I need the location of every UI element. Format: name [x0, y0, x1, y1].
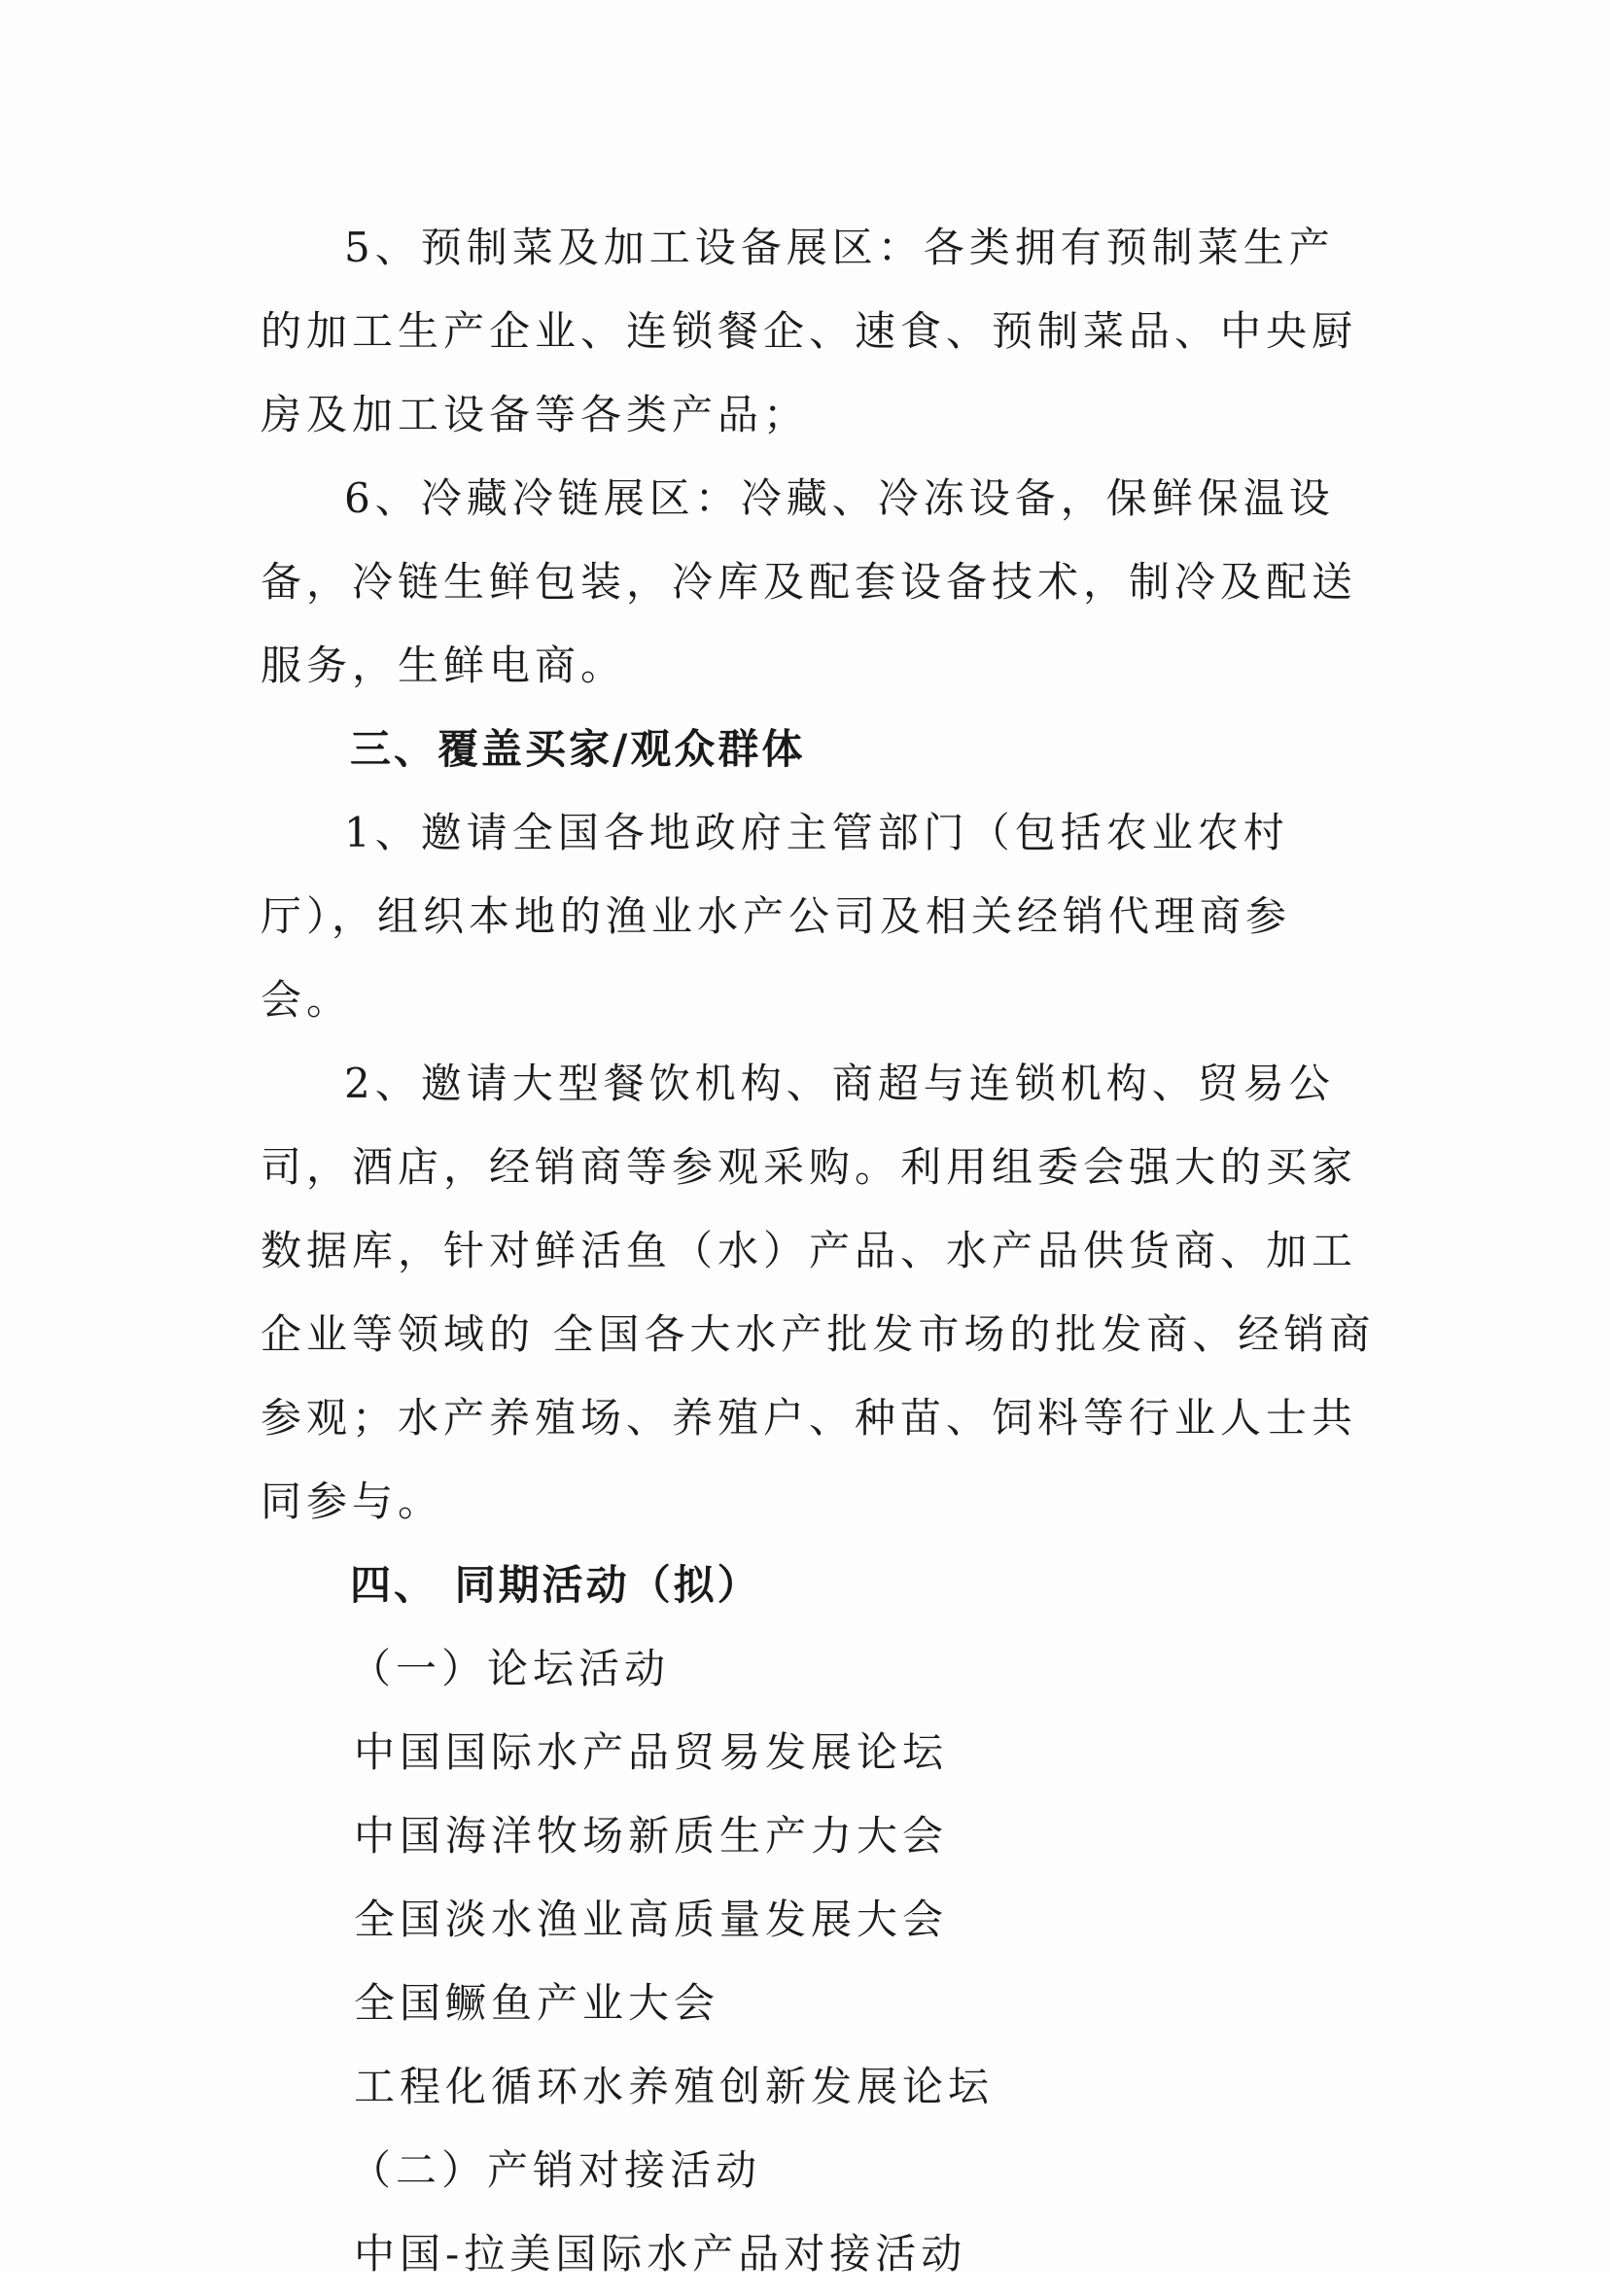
- buyers-item-1: 1、邀请全国各地政府主管部门（包括农业农村厅），组织本地的渔业水产公司及相关经销代理商参会。: [261, 809, 1292, 1024]
- matching-subheading: （二）产销对接活动: [350, 2146, 762, 2194]
- forum-item: 全国淡水渔业高质量发展大会: [354, 1896, 949, 1943]
- buyers-item-2: 2、邀请大型餐饮机构、商超与连锁机构、贸易公司，酒店，经销商等参观采购。利用组委会强大的买家数据库，针对鲜活鱼（水）产品、水产品供货商、加工企业等领域的 全国各大水产批发市场的批发商、经销商参观；水产养殖场、养殖户、种苗、饲料等行业人士共同参与。: [261, 1060, 1376, 1525]
- forum-item: 全国鳜鱼产业大会: [354, 1979, 720, 2027]
- section-heading-buyers: 三、覆盖买家/观众群体: [350, 725, 806, 773]
- forum-item: 中国海洋牧场新质生产力大会: [354, 1812, 949, 1860]
- forum-item: 中国国际水产品贸易发展论坛: [354, 1728, 949, 1776]
- matching-item: 中国-拉美国际水产品对接活动: [354, 2230, 967, 2278]
- forum-item: 工程化循环水养殖创新发展论坛: [354, 2063, 995, 2110]
- section-heading-activities: 四、 同期活动（拟）: [350, 1561, 761, 1609]
- exhibit-zone-5: 5、预制菜及加工设备展区：各类拥有预制菜生产的加工生产企业、连锁餐企、速食、预制菜品、中央厨房及加工设备等各类产品；: [261, 224, 1358, 438]
- forum-subheading: （一）论坛活动: [350, 1645, 671, 1692]
- document-body: [261, 206, 1379, 2296]
- exhibit-zone-6: 6、冷藏冷链展区：冷藏、冷冻设备，保鲜保温设备，冷链生鲜包装，冷库及配套设备技术，制冷及配送服务，生鲜电商。: [261, 474, 1358, 689]
